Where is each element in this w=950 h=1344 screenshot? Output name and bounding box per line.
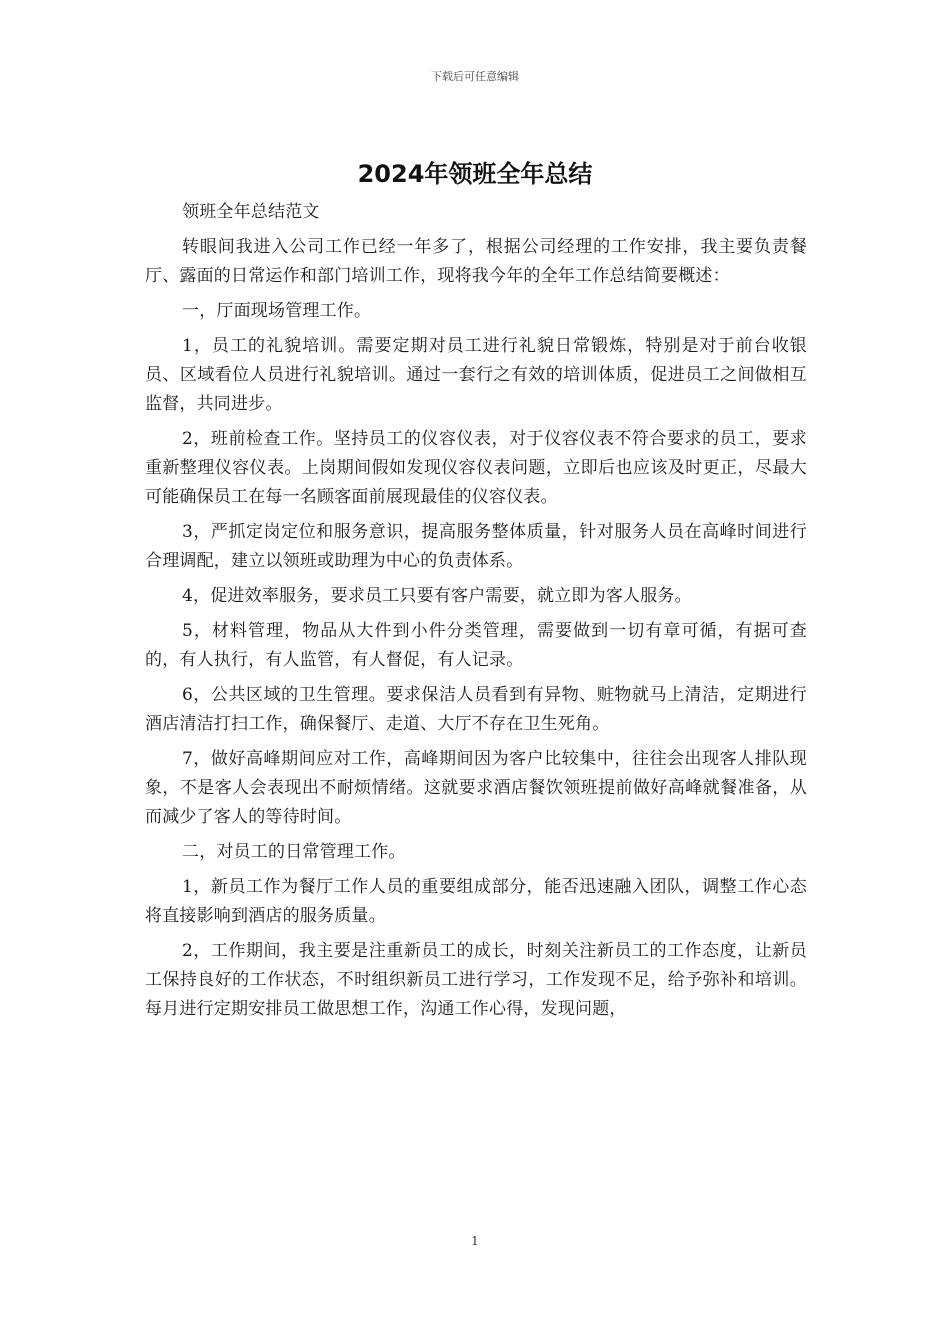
paragraph-subtitle: 领班全年总结范文 — [182, 202, 320, 222]
section-heading-1: 一，厅面现场管理工作。 — [182, 301, 372, 321]
paragraph-intro: 转眼间我进入公司工作已经一年多了，根据公司经理的工作安排，我主要负责餐厅、露面的日常运作和部门培训工作，现将我今年的全年工作总结简要概述： — [145, 237, 807, 286]
paragraph-item: 3，严抓定岗定位和服务意识，提高服务整体质量，针对服务人员在高峰时间进行合理调配，建立以领班或助理为中心的负责体系。 — [145, 522, 807, 571]
header-note: 下载后可任意编辑 — [431, 70, 519, 83]
page-number: 1 — [471, 1234, 479, 1248]
paragraph-item: 1，员工的礼貌培训。需要定期对员工进行礼貌日常锻炼，特别是对于前台收银员、区域看位人员进行礼貌培训。通过一套行之有效的培训体质，促进员工之间做相互监督，共同进步。 — [145, 336, 807, 414]
document-body — [145, 198, 807, 1030]
paragraph-item: 7，做好高峰期间应对工作，高峰期间因为客户比较集中，往往会出现客人排队现象，不是客人会表现出不耐烦情绪。这就要求酒店餐饮领班提前做好高峰就餐准备，从而减少了客人的等待时间。 — [145, 749, 807, 827]
paragraph-item: 4，促进效率服务，要求员工只要有客户需要，就立即为客人服务。 — [182, 586, 692, 606]
document-title: 2024年领班全年总结 — [357, 160, 593, 188]
section-heading-2: 二，对员工的日常管理工作。 — [182, 842, 406, 862]
paragraph-item: 2，班前检查工作。坚持员工的仪容仪表，对于仪容仪表不符合要求的员工，要求重新整理仪容仪表。上岗期间假如发现仪容仪表问题，立即后也应该及时更正，尽最大可能确保员工在每一名顾客面前展现最佳的仪容仪表。 — [145, 429, 807, 507]
paragraph-item: 2，工作期间，我主要是注重新员工的成长，时刻关注新员工的工作态度，让新员工保持良好的工作状态，不时组织新员工进行学习，工作发现不足，给予弥补和培训。每月进行定期安排员工做思想工作，沟通工作心得，发现问题， — [145, 941, 807, 1019]
paragraph-item: 5，材料管理，物品从大件到小件分类管理，需要做到一切有章可循，有据可查的，有人执行，有人监管，有人督促，有人记录。 — [145, 621, 807, 670]
paragraph-item: 1，新员工作为餐厅工作人员的重要组成部分，能否迅速融入团队，调整工作心态将直接影响到酒店的服务质量。 — [145, 877, 807, 926]
paragraph-item: 6，公共区域的卫生管理。要求保洁人员看到有异物、赃物就马上清洁，定期进行酒店清洁打扫工作，确保餐厅、走道、大厅不存在卫生死角。 — [145, 685, 807, 734]
